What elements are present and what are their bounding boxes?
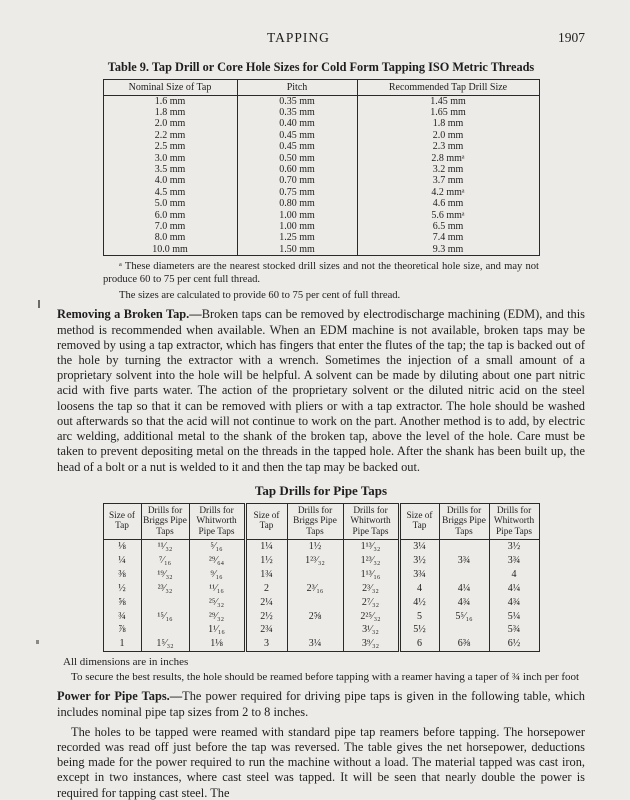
power-paragraph: [57, 689, 585, 719]
table-cell: 2¼: [245, 596, 287, 610]
table-cell: 0.40 mm: [237, 119, 357, 130]
table-cell: 3⁹⁄₃₂: [343, 637, 399, 651]
table-cell: ¼: [103, 554, 141, 568]
table-row: [103, 119, 539, 130]
page-number: 1907: [558, 30, 585, 45]
table-cell: 5½: [399, 624, 439, 638]
table9-footnote: ᵃ These diameters are the nearest stocked drill sizes and not the theoretical hole size, and may not produce 60 to 75 per cent full thread.: [103, 261, 539, 286]
table-cell: ¾: [103, 610, 141, 624]
table-cell: 1¼: [245, 540, 287, 554]
table-cell: ⅝: [103, 596, 141, 610]
table-cell: 1.6 mm: [103, 96, 237, 108]
pipe-col-briggs-3: Drills for Briggs Pipe Taps: [439, 503, 489, 540]
table-cell: 7.0 mm: [103, 221, 237, 232]
table-cell: 0.50 mm: [237, 153, 357, 164]
table-row: [103, 610, 539, 624]
table-cell: 1.00 mm: [237, 210, 357, 221]
table-cell: ¹¹⁄₁₆: [189, 582, 245, 596]
table-cell: 9.3 mm: [357, 244, 539, 256]
table9-col-nominal-size: Nominal Size of Tap: [103, 80, 237, 96]
table-cell: 3.2 mm: [357, 164, 539, 175]
broken-tap-body: Broken taps can be removed by electrodischarge machining (EDM), and this method is recommended when available. When an EDM machine is not available, broken taps may be removed by using a tap extractor, which has fingers that enter the flutes of the tap; the tap is backed out of the hole by turning the extractor with a wrench. Sometimes the injection of a small amount of a proprietary solvent into the hole will be helpful. A solvent can be made by diluting about one part nitric acid with five parts water. The action of the proprietary solvent or the diluted nitric acid on the steel loosens the tap so that it can be removed with pliers or with a tap extractor. The hole should be washed out afterwards so that the acid will not continue to work on the part. Another method is to add, by electric arc welding, additional metal to the shank of the broken tap, above the level of the hole. Care must be taken to prevent depositing metal on the threads in the tapped hole. After the shank has been built up, the head of a bolt or a nut is welded to it and then the tap may be backed out.: [57, 307, 586, 474]
table-cell: 0.35 mm: [237, 96, 357, 108]
table-cell: ⅛: [103, 540, 141, 554]
table-cell: 3½: [489, 540, 539, 554]
table-cell: 3.0 mm: [103, 153, 237, 164]
table-row: [103, 130, 539, 141]
table-cell: [439, 540, 489, 554]
power-heading: Power for Pipe Taps.—: [57, 689, 183, 704]
table-cell: 1²³⁄₃₂: [287, 554, 343, 568]
table-row: [103, 540, 539, 554]
table-cell: ²⁵⁄₃₂: [189, 596, 245, 610]
table-cell: 10.0 mm: [103, 244, 237, 256]
table-row: [103, 199, 539, 210]
table-cell: ⅞: [103, 624, 141, 638]
table-cell: ⁵⁄₁₆: [189, 540, 245, 554]
table-cell: 2.2 mm: [103, 130, 237, 141]
table-cell: ½: [103, 582, 141, 596]
pipe-col-whitworth-3: Drills for Whitworth Pipe Taps: [489, 503, 539, 540]
table-cell: 2.0 mm: [357, 130, 539, 141]
table-row: [103, 582, 539, 596]
table-cell: 6.0 mm: [103, 210, 237, 221]
table-cell: 4.6 mm: [357, 199, 539, 210]
table-row: [103, 107, 539, 118]
table-cell: 1⅛: [189, 637, 245, 651]
table-cell: 2.8 mmᵃ: [357, 153, 539, 164]
pipe-table-header-row: [103, 503, 539, 540]
table-cell: 2¾: [245, 624, 287, 638]
table-cell: 3¾: [439, 554, 489, 568]
table-cell: 2.3 mm: [357, 142, 539, 153]
table-cell: 2³⁄₃₂: [343, 582, 399, 596]
table-cell: ⅜: [103, 568, 141, 582]
table-cell: 2.5 mm: [103, 142, 237, 153]
table-cell: ¹⁵⁄₁₆: [141, 610, 189, 624]
table-cell: 1.8 mm: [357, 119, 539, 130]
table-cell: 0.60 mm: [237, 164, 357, 175]
table-cell: 1.50 mm: [237, 244, 357, 256]
table-row: [103, 96, 539, 108]
table-row: [103, 221, 539, 232]
table-cell: [439, 624, 489, 638]
table-cell: ²³⁄₃₂: [141, 582, 189, 596]
pipe-col-whitworth-2: Drills for Whitworth Pipe Taps: [343, 503, 399, 540]
table-cell: [141, 624, 189, 638]
table-cell: 8.0 mm: [103, 233, 237, 244]
table-cell: 2³⁄₁₆: [287, 582, 343, 596]
pipe-col-size-1: Size of Tap: [103, 503, 141, 540]
table9-col-drill-size: Recommended Tap Drill Size: [357, 80, 539, 96]
table-cell: 4¾: [489, 596, 539, 610]
table-cell: 2²⁵⁄₃₂: [343, 610, 399, 624]
table-row: [103, 164, 539, 175]
table-cell: 0.75 mm: [237, 187, 357, 198]
table-cell: [439, 568, 489, 582]
table-row: [103, 596, 539, 610]
scan-artifact: [38, 300, 40, 308]
table-cell: 1⁵⁄₃₂: [141, 637, 189, 651]
table9: [103, 79, 540, 256]
table-cell: 1¹³⁄₁₆: [343, 568, 399, 582]
table-cell: 4½: [399, 596, 439, 610]
table9-calc-note: The sizes are calculated to provide 60 to 75 per cent of full thread.: [119, 290, 401, 302]
broken-tap-paragraph: [57, 307, 585, 474]
table-cell: 1½: [245, 554, 287, 568]
table-cell: ⁷⁄₁₆: [141, 554, 189, 568]
broken-tap-heading: Removing a Broken Tap.—: [57, 307, 202, 322]
table-row: [103, 554, 539, 568]
table-cell: 4¼: [489, 582, 539, 596]
pipe-taps-table: [103, 503, 540, 653]
table-cell: 5.0 mm: [103, 199, 237, 210]
table-row: [103, 568, 539, 582]
table-cell: 1½: [287, 540, 343, 554]
table-cell: 1.65 mm: [357, 107, 539, 118]
pipe-table-body: [103, 540, 539, 652]
table-cell: 1¹⁄₁₆: [189, 624, 245, 638]
table-cell: 5.6 mmᵃ: [357, 210, 539, 221]
table-cell: 3¼: [399, 540, 439, 554]
table-cell: 4.2 mmᵃ: [357, 187, 539, 198]
table-cell: 2½: [245, 610, 287, 624]
scan-artifact: [36, 640, 39, 644]
table-cell: 3½: [399, 554, 439, 568]
table-row: [103, 233, 539, 244]
table-cell: 2⁷⁄₃₂: [343, 596, 399, 610]
table9-body: [103, 96, 539, 256]
table-cell: [287, 596, 343, 610]
table-cell: 6: [399, 637, 439, 651]
table-cell: 7.4 mm: [357, 233, 539, 244]
table-cell: ⁹⁄₁₆: [189, 568, 245, 582]
table-cell: 3¾: [489, 554, 539, 568]
table-row: [103, 187, 539, 198]
table-cell: 3¼: [287, 637, 343, 651]
table-cell: 1: [103, 637, 141, 651]
table-row: [103, 637, 539, 651]
table-cell: 3¹⁄₃₂: [343, 624, 399, 638]
table-cell: 4.0 mm: [103, 176, 237, 187]
table-cell: 6.5 mm: [357, 221, 539, 232]
table-cell: 5¾: [489, 624, 539, 638]
power-body: The power required for driving pipe taps is given in the following table, which includes nominal pipe tap sizes from 2 to 8 inches.: [57, 689, 585, 719]
table-cell: [287, 624, 343, 638]
table-cell: 2.0 mm: [103, 119, 237, 130]
table-cell: [287, 568, 343, 582]
table-cell: 3¾: [399, 568, 439, 582]
reaming-note: To secure the best results, the hole should be reamed before tapping with a reamer having a taper of ¾ inch per foot: [71, 671, 580, 684]
table-cell: 6⅜: [439, 637, 489, 651]
table-cell: 0.45 mm: [237, 142, 357, 153]
running-head: [57, 30, 585, 46]
table-cell: 2⅝: [287, 610, 343, 624]
table-cell: 4¾: [439, 596, 489, 610]
table-cell: 3: [245, 637, 287, 651]
table-cell: 4¼: [439, 582, 489, 596]
table-cell: 0.70 mm: [237, 176, 357, 187]
table-row: [103, 176, 539, 187]
pipe-col-size-2: Size of Tap: [245, 503, 287, 540]
table-cell: 1.8 mm: [103, 107, 237, 118]
table-cell: 4.5 mm: [103, 187, 237, 198]
table-cell: ¹⁹⁄₃₂: [141, 568, 189, 582]
table-cell: 0.45 mm: [237, 130, 357, 141]
table-cell: 3.7 mm: [357, 176, 539, 187]
table-row: [103, 153, 539, 164]
pipe-table-title: Tap Drills for Pipe Taps: [254, 482, 388, 498]
table9-title: Table 9. Tap Drill or Core Hole Sizes for Cold Form Tapping ISO Metric Threads: [107, 60, 535, 74]
table-cell: 0.80 mm: [237, 199, 357, 210]
table-cell: 4: [489, 568, 539, 582]
table9-header-row: [103, 80, 539, 96]
page-title: TAPPING: [267, 30, 330, 45]
table-cell: 4: [399, 582, 439, 596]
table-cell: 2: [245, 582, 287, 596]
table-cell: ¹¹⁄₃₂: [141, 540, 189, 554]
table-row: [103, 142, 539, 153]
table-cell: 1.45 mm: [357, 96, 539, 108]
table-cell: 5: [399, 610, 439, 624]
table-row: [103, 624, 539, 638]
table-row: [103, 210, 539, 221]
table-cell: 6½: [489, 637, 539, 651]
dimensions-note: All dimensions are in inches: [63, 656, 189, 669]
pipe-col-whitworth-1: Drills for Whitworth Pipe Taps: [189, 503, 245, 540]
table-cell: 3.5 mm: [103, 164, 237, 175]
table-cell: 1.00 mm: [237, 221, 357, 232]
pipe-col-size-3: Size of Tap: [399, 503, 439, 540]
table-cell: 5⁵⁄₁₆: [439, 610, 489, 624]
table-cell: ²⁹⁄₆₄: [189, 554, 245, 568]
table-cell: 1²³⁄₃₂: [343, 554, 399, 568]
table-cell: 1.25 mm: [237, 233, 357, 244]
pipe-col-briggs-2: Drills for Briggs Pipe Taps: [287, 503, 343, 540]
power-paragraph-2: The holes to be tapped were reamed with standard pipe tap reamers before tapping. The horsepower recorded was read off just before the tap was reversed. The table gives the net horsepower, deductions being made for the power required to run the machine without a load. The material tapped was cast iron, except in two instances, where cast steel was tapped. It will be seen that nearly double the power is required for tapping cast steel. The: [57, 724, 585, 800]
table-cell: 0.35 mm: [237, 107, 357, 118]
table-cell: ²⁹⁄₃₂: [189, 610, 245, 624]
table-cell: 1¹³⁄₃₂: [343, 540, 399, 554]
table9-col-pitch: Pitch: [237, 80, 357, 96]
pipe-col-briggs-1: Drills for Briggs Pipe Taps: [141, 503, 189, 540]
table-row: [103, 244, 539, 256]
table-cell: [141, 596, 189, 610]
table-cell: 1¾: [245, 568, 287, 582]
table-cell: 5¼: [489, 610, 539, 624]
